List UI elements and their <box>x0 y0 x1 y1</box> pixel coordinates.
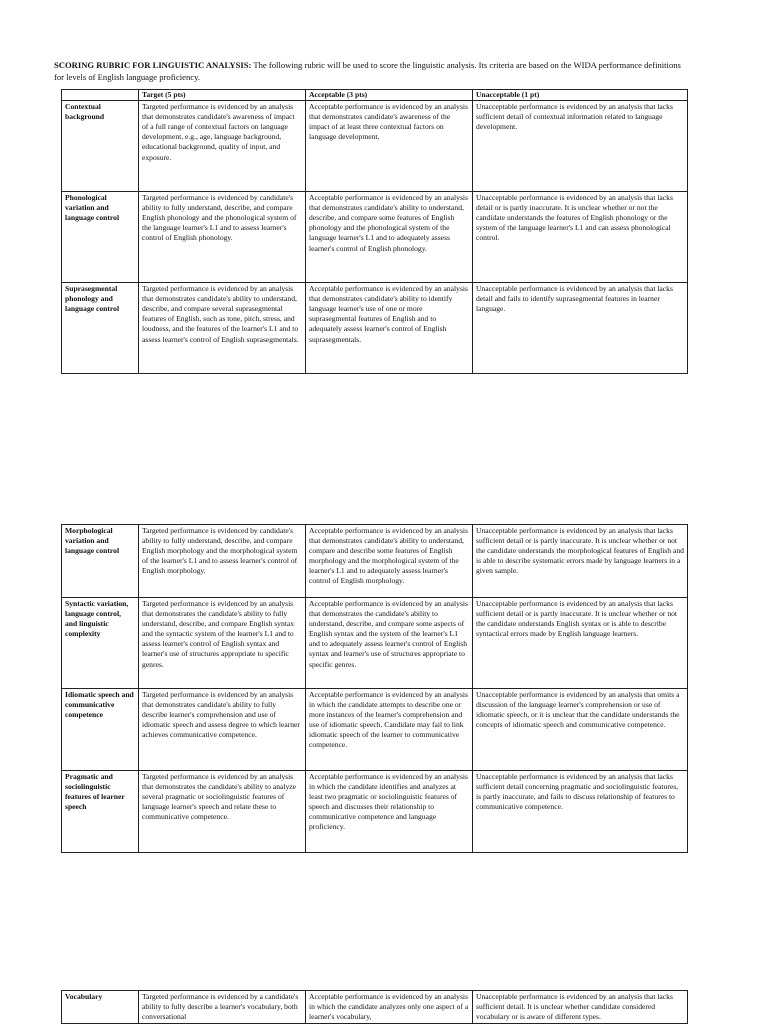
acceptable-cell: Acceptable performance is evidenced by an analysis in which the candidate attempts to describe one or more instances of the learner's comprehension and use of idiomatic speech. Candidate may fail to link idiomatic speech of the learner to communicative competence. <box>306 689 473 771</box>
acceptable-cell: Acceptable performance is evidenced by an analysis in which the candidate identifies and analyzes at least two pragmatic or sociolinguistic features of speech and discusses their relationship to communicative competence and language proficiency. <box>306 771 473 853</box>
criterion-cell: Syntactic variation, language control, and linguistic complexity <box>62 598 139 689</box>
rubric-table-part-2 <box>61 524 688 853</box>
rubric-heading: SCORING RUBRIC FOR LINGUISTIC ANALYSIS: <box>54 60 252 70</box>
target-cell: Targeted performance is evidenced by candidate's ability to fully understand, describe, and compare English phonology and the phonological system of the language learner's L1 and to assess learner's control of English phonology. <box>139 192 306 283</box>
target-cell: Targeted performance is evidenced by an analysis that demonstrates the candidate's ability to fully understand, describe, and compare English syntax and the syntactic system of the learner's L1 and to assess learner's control of English syntax and learner's use of structures appropriate to specific genres. <box>139 598 306 689</box>
rubric-table-part-3 <box>61 990 688 1024</box>
rubric-description: The following rubric will be used to score the linguistic analysis. Its criteria are based on the WIDA performance definitions for levels of English language proficiency. <box>54 60 681 82</box>
unacceptable-cell: Unacceptable performance is evidenced by an analysis that lacks detail and fails to identify suprasegmental features in learner language. <box>473 283 688 374</box>
header-criterion <box>62 90 139 101</box>
acceptable-cell: Acceptable performance is evidenced by an analysis that demonstrates the candidate's ability to understand, describe, and compare some aspects of English syntax and the system of the learner's L1 and to adequately assess learner's control of English syntax and learner's use of structures appropriate to specific genres. <box>306 598 473 689</box>
acceptable-cell: Acceptable performance is evidenced by an analysis that demonstrates candidate's awareness of the impact of at least three contextual factors on language development. <box>306 101 473 192</box>
unacceptable-cell: Unacceptable performance is evidenced by an analysis that lacks sufficient detail of contextual information related to language development. <box>473 101 688 192</box>
rubric-row-idiomatic <box>62 689 688 771</box>
rubric-table-part-1 <box>61 89 688 374</box>
criterion-cell: Suprasegmental phonology and language control <box>62 283 139 374</box>
header-acceptable: Acceptable (3 pts) <box>306 90 473 101</box>
acceptable-cell: Acceptable performance is evidenced by an analysis that demonstrates candidate's ability to identify language learner's use of one or more suprasegmental features of English and to adequately assess learner's control of English suprasegmentals. <box>306 283 473 374</box>
rubric-row-vocabulary <box>62 991 688 1024</box>
target-cell: Targeted performance is evidenced by an analysis that demonstrates candidate's ability to fully describe learner's comprehension and use of idiomatic speech and assess degree to which learner achieves communicative competence. <box>139 689 306 771</box>
unacceptable-cell: Unacceptable performance is evidenced by an analysis that lacks sufficient detail. It is unclear whether candidate considered vocabulary or is aware of different types. <box>473 991 688 1024</box>
target-cell: Targeted performance is evidenced by candidate's ability to fully understand, describe, and compare English morphology and the morphological system of the learner's L1 and to assess learner's control of English morphology. <box>139 525 306 598</box>
rubric-row-phonological <box>62 192 688 283</box>
criterion-cell: Idiomatic speech and communicative competence <box>62 689 139 771</box>
criterion-cell: Morphological variation and language control <box>62 525 139 598</box>
acceptable-cell: Acceptable performance is evidenced by an analysis that demonstrates candidate's ability to understand, compare and describe some features of English morphology and the morphological system of the learner's L1 and to adequately assess learner's control of English morphology. <box>306 525 473 598</box>
criterion-cell: Vocabulary <box>62 991 139 1024</box>
rubric-row-syntactic <box>62 598 688 689</box>
target-cell: Targeted performance is evidenced by a candidate's ability to fully describe a learner's vocabulary, both conversational <box>139 991 306 1024</box>
header-row <box>62 90 688 101</box>
target-cell: Targeted performance is evidenced by an analysis that demonstrates the candidate's ability to analyze several pragmatic or sociolinguistic features of language learner's speech and relate these to communicative competence. <box>139 771 306 853</box>
unacceptable-cell: Unacceptable performance is evidenced by an analysis that lacks detail or is partly inaccurate. It is unclear whether or not the candidate understands the features of English phonology or the system of the language learner's L1 and can assess phonological control. <box>473 192 688 283</box>
criterion-cell: Phonological variation and language control <box>62 192 139 283</box>
unacceptable-cell: Unacceptable performance is evidenced by an analysis that lacks sufficient detail concerning pragmatic and sociolinguistic features, is partly inaccurate, and fails to discuss relationship of features to communicative competence. <box>473 771 688 853</box>
criterion-cell: Contextual background <box>62 101 139 192</box>
unacceptable-cell: Unacceptable performance is evidenced by an analysis that omits a discussion of the language learner's comprehension or use of idiomatic speech, or it is unclear that the candidate understands the concepts of idiomatic speech and communicative competence. <box>473 689 688 771</box>
criterion-cell: Pragmatic and sociolinguistic features of learner speech <box>62 771 139 853</box>
target-cell: Targeted performance is evidenced by an analysis that demonstrates candidate's ability to understand, describe, and compare several suprasegmental features of English, such as tone, pitch, stress, and loudness, and the features of the learner's L1 and to assess learner's control of English suprasegmentals. <box>139 283 306 374</box>
acceptable-cell: Acceptable performance is evidenced by an analysis in which the candidate analyzes only one aspect of a learner's vocabulary, <box>306 991 473 1024</box>
target-cell: Targeted performance is evidenced by an analysis that demonstrates candidate's awareness of impact of a full range of contextual factors on language development, e.g., age, language background, educational background, quality of input, and exposure. <box>139 101 306 192</box>
acceptable-cell: Acceptable performance is evidenced by an analysis that demonstrates candidate's ability to understand, describe, and compare some features of English phonology and the phonological system of the language learner's L1 and to adequately assess learner's control of English phonology. <box>306 192 473 283</box>
rubric-row-morphological <box>62 525 688 598</box>
unacceptable-cell: Unacceptable performance is evidenced by an analysis that lacks sufficient detail or is partly inaccurate. It is unclear whether or not the candidate understands the morphological features of English and is able to describe systematic errors made by language learners in a given sample. <box>473 525 688 598</box>
rubric-row-contextual-background <box>62 101 688 192</box>
rubric-intro <box>54 59 690 83</box>
header-target: Target (5 pts) <box>139 90 306 101</box>
rubric-row-suprasegmental <box>62 283 688 374</box>
unacceptable-cell: Unacceptable performance is evidenced by an analysis that lacks sufficient detail or is partly inaccurate. It is unclear whether or not the candidate understands English syntax or is able to describe syntactical errors made by English language learners. <box>473 598 688 689</box>
header-unacceptable: Unacceptable (1 pt) <box>473 90 688 101</box>
rubric-row-pragmatic <box>62 771 688 853</box>
